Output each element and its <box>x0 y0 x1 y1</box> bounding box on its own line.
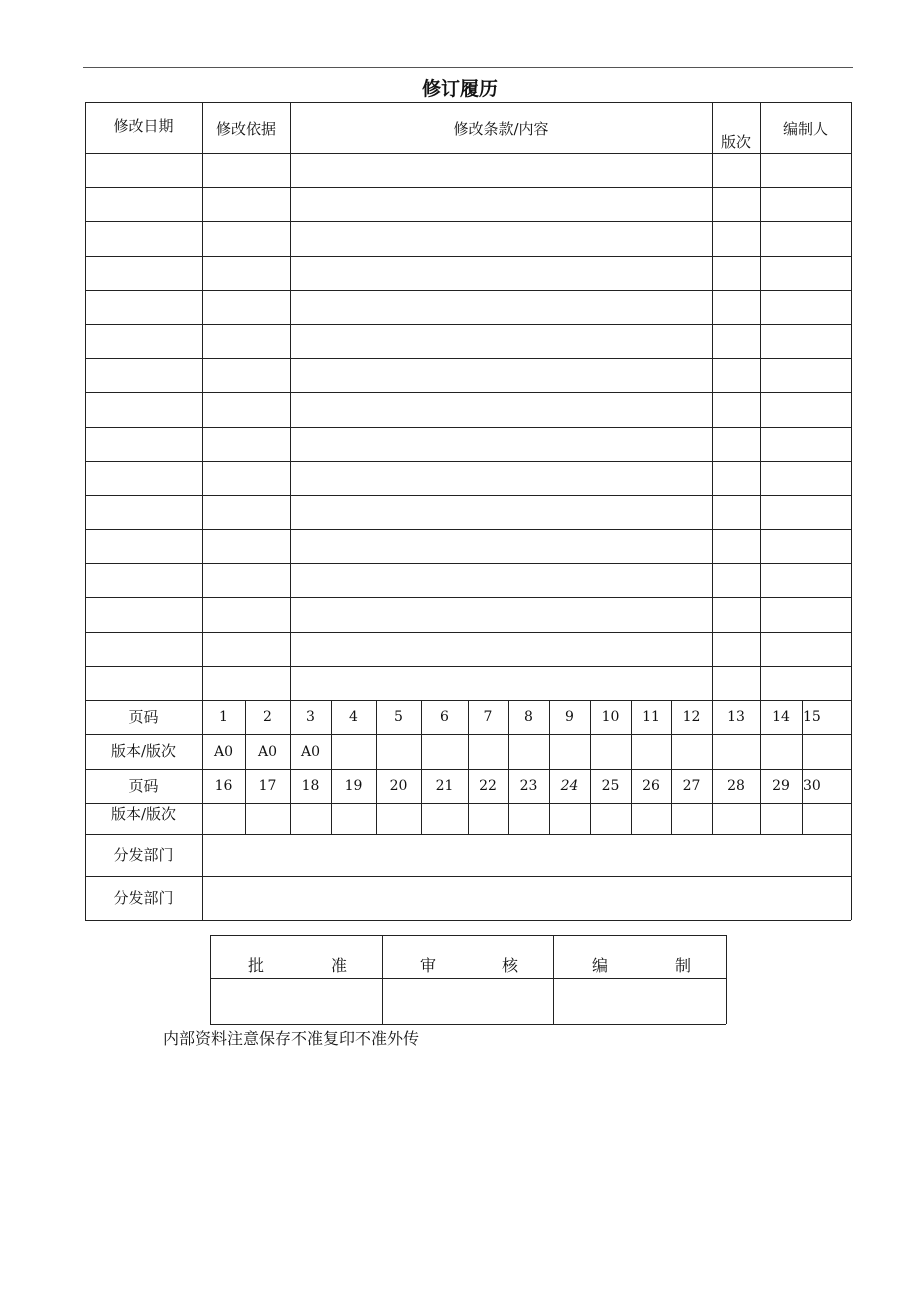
page-number-cell: 13 <box>727 709 745 725</box>
page-number-cell: 6 <box>440 709 449 725</box>
version-cell: A0 <box>213 743 234 760</box>
page-number-cell: 19 <box>344 778 363 794</box>
version-cell <box>376 734 421 769</box>
version-cell <box>549 734 590 769</box>
version-cell <box>508 803 549 834</box>
page-number-cell: 23 <box>519 778 538 794</box>
top-rule <box>83 67 853 68</box>
table-border-top <box>85 102 851 103</box>
page-number-cell: 14 <box>772 709 790 725</box>
approval-mid-line <box>210 978 726 979</box>
version-cell <box>712 734 760 769</box>
version-cell <box>549 803 590 834</box>
version-cell <box>421 734 468 769</box>
version-cell <box>671 734 712 769</box>
column-line <box>851 834 852 920</box>
approval-border-bottom <box>210 1024 726 1025</box>
approval-column-line <box>210 935 211 1024</box>
row-line <box>85 427 851 428</box>
version-cell <box>671 803 712 834</box>
row-line <box>85 563 851 564</box>
approval-approve-label: 准 <box>330 956 347 975</box>
version-cell <box>508 734 549 769</box>
version-cell <box>202 803 245 834</box>
approval-border-top <box>210 935 726 936</box>
page-number-label: 页码 <box>128 707 159 726</box>
page-number-cell: 28 <box>727 778 745 794</box>
version-cell <box>712 803 760 834</box>
header-modify-date: 修改日期 <box>113 117 174 135</box>
row-line <box>85 461 851 462</box>
version-cell <box>760 803 802 834</box>
page-number-cell: 16 <box>214 778 233 794</box>
page-number-cell: 4 <box>349 709 358 725</box>
version-cell <box>802 734 851 769</box>
column-line <box>712 102 713 700</box>
page-number-cell: 11 <box>642 709 660 725</box>
page-number-cell: 12 <box>682 709 701 725</box>
version-cell <box>590 734 631 769</box>
page-number-cell: 10 <box>601 709 620 725</box>
page-number-cell: 18 <box>301 778 320 794</box>
page-number-cell: 2 <box>263 709 272 725</box>
version-cell <box>245 803 290 834</box>
row-line <box>85 324 851 325</box>
distribution-dept-label: 分发部门 <box>113 845 174 864</box>
table-border-side <box>85 102 86 700</box>
version-label: 版本/版次 <box>110 804 177 823</box>
header-editor: 编制人 <box>782 119 828 138</box>
header-version: 版次 <box>720 132 751 151</box>
page-number-cell: 9 <box>565 709 574 725</box>
version-cell <box>376 803 421 834</box>
page-number-cell: 5 <box>394 709 403 725</box>
page-number-label: 页码 <box>128 776 159 795</box>
confidentiality-note: 内部资料注意保存不准复印不准外传 <box>163 1029 420 1048</box>
version-cell <box>631 734 671 769</box>
version-label: 版本/版次 <box>110 742 177 760</box>
header-modify-content: 修改条款/内容 <box>453 119 549 138</box>
version-cell <box>760 734 802 769</box>
approval-column-line <box>382 935 383 1024</box>
approval-prepare-label: 编 <box>591 956 608 975</box>
page-number-cell: 3 <box>306 709 315 725</box>
column-line <box>290 102 291 700</box>
row-line <box>85 495 851 496</box>
approval-review-label: 审 <box>419 956 436 975</box>
header-modify-basis: 修改依据 <box>215 119 276 138</box>
page-number-cell: 30 <box>803 778 821 794</box>
approval-column-line <box>726 935 727 1024</box>
row-line <box>85 597 851 598</box>
version-cell <box>802 803 851 834</box>
approval-review-label: 核 <box>501 956 518 975</box>
row-line <box>85 358 851 359</box>
page-number-cell: 1 <box>219 709 228 725</box>
page-number-cell: 15 <box>803 709 821 725</box>
column-line <box>202 102 203 700</box>
row-line <box>85 256 851 257</box>
version-cell <box>331 803 376 834</box>
page-number-cell: 29 <box>772 778 790 794</box>
column-line <box>760 102 761 700</box>
version-cell <box>290 803 331 834</box>
page-number-cell: 25 <box>601 778 620 794</box>
row-line <box>85 392 851 393</box>
page-number-cell: 26 <box>642 778 660 794</box>
page-number-cell: 20 <box>389 778 408 794</box>
page-number-cell: 24 <box>560 778 579 794</box>
version-cell: A0 <box>257 743 278 760</box>
approval-approve-label: 批 <box>247 956 264 975</box>
page-number-cell: 21 <box>435 778 454 794</box>
table-border-bottom <box>85 920 851 921</box>
page-number-cell: 27 <box>682 778 701 794</box>
version-cell <box>468 803 508 834</box>
row-line <box>85 290 851 291</box>
version-cell <box>468 734 508 769</box>
row-line <box>85 666 851 667</box>
row-line <box>85 187 851 188</box>
page-number-cell: 17 <box>258 778 277 794</box>
column-line <box>202 834 203 920</box>
approval-column-line <box>553 935 554 1024</box>
page-number-cell: 22 <box>479 778 497 794</box>
page-number-cell: 8 <box>524 709 533 725</box>
page-title: 修订履历 <box>421 78 498 100</box>
version-cell <box>590 803 631 834</box>
header-bottom-line <box>85 153 851 154</box>
row-line <box>85 632 851 633</box>
row-line <box>85 221 851 222</box>
row-line <box>85 529 851 530</box>
distribution-dept-label: 分发部门 <box>113 888 174 907</box>
page-number-cell: 7 <box>483 709 493 725</box>
approval-prepare-label: 制 <box>674 956 691 975</box>
table-border-side <box>851 102 852 700</box>
version-cell <box>331 734 376 769</box>
version-cell <box>421 803 468 834</box>
version-cell: A0 <box>300 743 321 760</box>
version-cell <box>631 803 671 834</box>
